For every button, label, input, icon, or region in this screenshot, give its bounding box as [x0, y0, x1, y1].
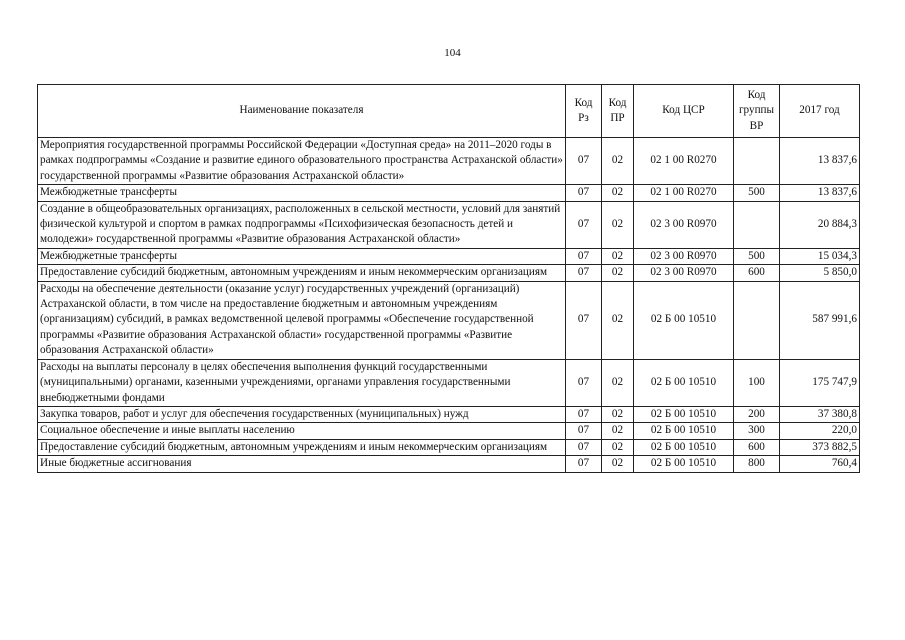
row-vr-cell: 600 [734, 439, 780, 455]
row-csr-cell: 02 Б 00 10510 [634, 406, 734, 422]
table-row [38, 456, 860, 472]
table-row [38, 201, 860, 248]
row-pr-cell: 02 [602, 248, 634, 264]
row-amount-cell: 37 380,8 [780, 406, 860, 422]
row-name-cell: Иные бюджетные ассигнования [38, 456, 566, 472]
row-csr-cell: 02 3 00 R0970 [634, 248, 734, 264]
row-pr-cell: 02 [602, 201, 634, 248]
row-vr-cell: 800 [734, 456, 780, 472]
table-row [38, 138, 860, 185]
table-row [38, 185, 860, 201]
table-row [38, 265, 860, 281]
page-number: 104 [444, 47, 461, 59]
row-pr-cell: 02 [602, 281, 634, 359]
row-name-cell: Закупка товаров, работ и услуг для обеспечения государственных (муниципальных) нужд [38, 406, 566, 422]
row-csr-cell: 02 Б 00 10510 [634, 423, 734, 439]
table-row [38, 423, 860, 439]
row-name-cell: Социальное обеспечение и иные выплаты населению [38, 423, 566, 439]
row-rz-cell: 07 [566, 265, 602, 281]
row-name-cell: Межбюджетные трансферты [38, 248, 566, 264]
row-rz-cell: 07 [566, 281, 602, 359]
row-pr-cell: 02 [602, 359, 634, 406]
row-amount-cell: 13 837,6 [780, 185, 860, 201]
row-csr-cell: 02 3 00 R0970 [634, 201, 734, 248]
row-amount-cell: 760,4 [780, 456, 860, 472]
table-row [38, 281, 860, 359]
column-header-csr: Код ЦСР [634, 85, 734, 138]
table-row [38, 359, 860, 406]
row-name-cell: Межбюджетные трансферты [38, 185, 566, 201]
row-vr-cell: 300 [734, 423, 780, 439]
row-pr-cell: 02 [602, 185, 634, 201]
column-header-year: 2017 год [780, 85, 860, 138]
column-header-vr: Код группы ВР [734, 85, 780, 138]
row-name-cell: Предоставление субсидий бюджетным, автономным учреждениям и иным некоммерческим организациям [38, 439, 566, 455]
row-vr-cell: 500 [734, 248, 780, 264]
row-amount-cell: 175 747,9 [780, 359, 860, 406]
row-pr-cell: 02 [602, 406, 634, 422]
row-name-cell: Мероприятия государственной программы Российской Федерации «Доступная среда» на 2011–2020 годы в рамках подпрограммы «Создание и развитие единого образовательного пространства Астраханской области» государственной программы «Развитие образования Астраханской области» [38, 138, 566, 185]
row-pr-cell: 02 [602, 456, 634, 472]
row-amount-cell: 587 991,6 [780, 281, 860, 359]
row-csr-cell: 02 1 00 R0270 [634, 185, 734, 201]
row-vr-cell: 600 [734, 265, 780, 281]
row-amount-cell: 15 034,3 [780, 248, 860, 264]
row-csr-cell: 02 3 00 R0970 [634, 265, 734, 281]
row-rz-cell: 07 [566, 456, 602, 472]
row-rz-cell: 07 [566, 439, 602, 455]
table-row [38, 406, 860, 422]
row-vr-cell: 100 [734, 359, 780, 406]
row-amount-cell: 373 882,5 [780, 439, 860, 455]
row-amount-cell: 5 850,0 [780, 265, 860, 281]
row-csr-cell: 02 Б 00 10510 [634, 439, 734, 455]
row-csr-cell: 02 Б 00 10510 [634, 281, 734, 359]
row-pr-cell: 02 [602, 423, 634, 439]
row-rz-cell: 07 [566, 423, 602, 439]
row-name-cell: Создание в общеобразовательных организациях, расположенных в сельской местности, условий для занятий физической культурой и спортом в рамках подпрограммы «Психофизическая безопасность детей и молодежи» государственной программы «Развитие образования Астраханской области» [38, 201, 566, 248]
row-rz-cell: 07 [566, 138, 602, 185]
row-csr-cell: 02 Б 00 10510 [634, 359, 734, 406]
row-csr-cell: 02 1 00 R0270 [634, 138, 734, 185]
row-rz-cell: 07 [566, 185, 602, 201]
table-header-row [38, 85, 860, 138]
table-row [38, 439, 860, 455]
table-row [38, 248, 860, 264]
row-rz-cell: 07 [566, 406, 602, 422]
row-pr-cell: 02 [602, 265, 634, 281]
row-vr-cell [734, 201, 780, 248]
row-rz-cell: 07 [566, 201, 602, 248]
row-pr-cell: 02 [602, 439, 634, 455]
column-header-pr: Код ПР [602, 85, 634, 138]
row-csr-cell: 02 Б 00 10510 [634, 456, 734, 472]
row-pr-cell: 02 [602, 138, 634, 185]
row-name-cell: Расходы на выплаты персоналу в целях обеспечения выполнения функций государственными (муниципальными) органами, казенными учреждениями, органами управления государственными внебюджетными фондами [38, 359, 566, 406]
row-vr-cell: 200 [734, 406, 780, 422]
row-rz-cell: 07 [566, 248, 602, 264]
row-rz-cell: 07 [566, 359, 602, 406]
column-header-rz: Код Рз [566, 85, 602, 138]
row-name-cell: Предоставление субсидий бюджетным, автономным учреждениям и иным некоммерческим организациям [38, 265, 566, 281]
row-name-cell: Расходы на обеспечение деятельности (оказание услуг) государственных учреждений (организаций) Астраханской области, в том числе на предоставление бюджетным и автономным учреждениям (организациям) субсидий, в рамках ведомственной целевой программы «Обеспечение государственной программы «Развитие образования Астраханской области» государственной программы «Развитие образования Астраханской области» [38, 281, 566, 359]
row-vr-cell [734, 138, 780, 185]
row-amount-cell: 13 837,6 [780, 138, 860, 185]
row-amount-cell: 220,0 [780, 423, 860, 439]
column-header-name: Наименование показателя [38, 85, 566, 138]
row-vr-cell: 500 [734, 185, 780, 201]
budget-table [37, 84, 860, 473]
row-amount-cell: 20 884,3 [780, 201, 860, 248]
table-body [38, 138, 860, 473]
row-vr-cell [734, 281, 780, 359]
